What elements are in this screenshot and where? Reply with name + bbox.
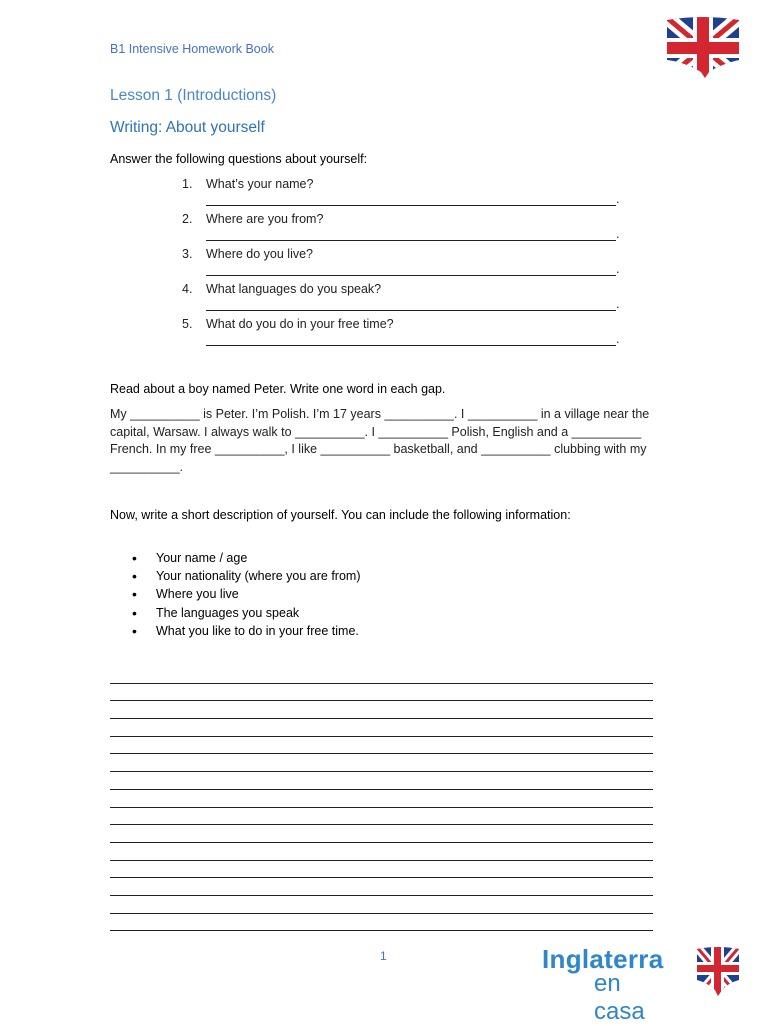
answer-line[interactable] [206, 262, 616, 276]
writing-line[interactable] [110, 808, 653, 826]
question-number: 2. [182, 212, 193, 226]
description-instruction: Now, write a short description of yourself. You can include the following information: [110, 508, 571, 522]
info-bullet-list [110, 551, 361, 642]
questions-instruction: Answer the following questions about yourself: [110, 152, 368, 166]
writing-line[interactable] [110, 701, 653, 719]
question-text: Where do you live? [206, 247, 314, 261]
question-list [182, 177, 622, 352]
writing-line[interactable] [110, 772, 653, 790]
question-number: 1. [182, 177, 193, 191]
brand-logo [542, 944, 664, 1025]
gap-fill-instruction: Read about a boy named Peter. Write one word in each gap. [110, 382, 446, 396]
page-number: 1 [380, 949, 387, 963]
bullet-icon: • [132, 604, 137, 621]
question-item: 3. Where do you live? . [182, 247, 620, 276]
writing-line[interactable] [110, 666, 653, 684]
writing-line[interactable] [110, 737, 653, 755]
writing-line[interactable] [110, 896, 653, 914]
logo-word-main: Inglaterra [542, 944, 664, 974]
bullet-item: • Where you live [132, 586, 239, 603]
bullet-item: • What you like to do in your free time. [132, 622, 359, 639]
question-number: 5. [182, 317, 193, 331]
answer-line[interactable] [206, 297, 616, 311]
bullet-item: • Your nationality (where you are from) [132, 568, 361, 585]
question-text: Where are you from? [206, 212, 324, 226]
section-title: Writing: About yourself [110, 119, 265, 136]
writing-line[interactable] [110, 914, 653, 932]
writing-line[interactable] [110, 754, 653, 772]
question-text: What languages do you speak? [206, 282, 382, 296]
writing-line[interactable] [110, 790, 653, 808]
writing-line[interactable] [110, 861, 653, 879]
writing-line[interactable] [110, 719, 653, 737]
logo-word-sub: en casa [594, 970, 645, 1025]
writing-line[interactable] [110, 825, 653, 843]
book-title: B1 Intensive Homework Book [110, 42, 274, 56]
bullet-item: • Your name / age [132, 550, 248, 566]
bullet-icon: • [132, 586, 137, 603]
question-number: 4. [182, 282, 193, 296]
answer-line[interactable] [206, 332, 616, 346]
writing-line[interactable] [110, 878, 653, 896]
union-flag-icon [665, 16, 741, 80]
writing-area[interactable] [110, 666, 653, 931]
question-number: 3. [182, 247, 193, 261]
answer-line[interactable] [206, 192, 616, 206]
union-flag-icon [696, 946, 740, 998]
writing-line[interactable] [110, 843, 653, 861]
bullet-icon: • [132, 550, 137, 566]
question-text: What’s your name? [206, 177, 314, 191]
question-item: 5. What do you do in your free time? . [182, 317, 620, 346]
question-item: 4. What languages do you speak? . [182, 282, 620, 311]
lesson-title: Lesson 1 (Introductions) [110, 87, 277, 104]
bullet-item: • The languages you speak [132, 604, 300, 621]
question-item: 1. What’s your name? . [182, 177, 620, 206]
gap-fill-paragraph: My __________ is Peter. I’m Polish. I’m 17 years __________. I __________ in a village near the capital, Warsaw. I always walk to __________. I __________ Polish, English and a __________ French. In my free __________, I like __________ basketball, and __________ clubbing with my __________. [110, 407, 650, 474]
answer-line[interactable] [206, 227, 616, 241]
bullet-icon: • [132, 568, 137, 585]
question-item: 2. Where are you from? . [182, 212, 620, 241]
writing-line[interactable] [110, 684, 653, 702]
bullet-icon: • [132, 622, 137, 639]
question-text: What do you do in your free time? [206, 317, 394, 331]
